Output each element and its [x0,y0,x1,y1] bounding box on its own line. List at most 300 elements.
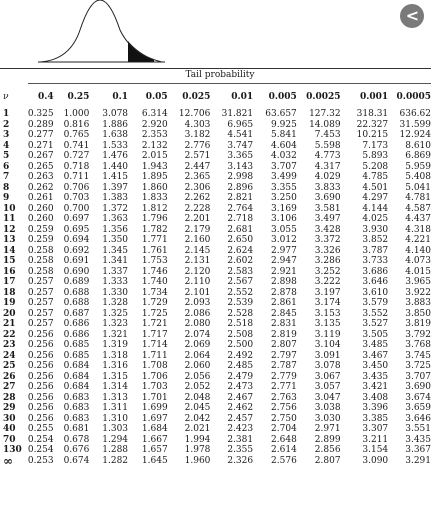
value-cell: 0.263 [27,172,54,182]
value-cell: 1.708 [141,361,168,371]
value-cell: 5.041 [405,182,431,193]
value-cell: 4.587 [405,203,431,214]
value-cell: 0.257 [27,277,54,287]
value-cell: 0.676 [63,445,90,455]
value-cell: 3.435 [362,371,389,382]
table-row [0,288,431,299]
value-cell: 3.252 [314,266,341,277]
value-cell: 0.683 [63,403,90,413]
value-cell: 0.685 [63,350,90,361]
column-header: 0.025 [182,92,211,102]
value-cell: 0.256 [27,340,54,350]
value-cell: 4.140 [405,245,431,256]
value-cell: 1.321 [102,329,129,340]
value-cell: 2.365 [184,172,211,182]
value-cell: 2.508 [227,329,254,340]
value-cell: 0.256 [27,329,54,340]
column-header: 0.0005 [396,92,431,102]
value-cell: 0.256 [27,350,54,361]
value-cell: 1.533 [102,140,129,151]
df-cell: 130 [3,445,22,455]
value-cell: 6.314 [141,109,168,119]
value-cell: 2.571 [184,151,211,161]
value-cell: 2.648 [271,434,297,445]
value-cell: 0.258 [27,245,54,256]
table-row [0,151,431,162]
value-cell: 1.703 [141,382,168,392]
value-cell: 1.313 [102,392,129,403]
value-cell: 2.576 [271,455,297,466]
value-cell: 3.497 [314,214,341,224]
value-cell: 2.518 [227,319,254,329]
value-cell: 0.257 [27,298,54,308]
value-cell: 1.746 [141,266,168,277]
value-cell: 0.727 [63,151,90,161]
df-cell: 10 [3,203,16,214]
value-cell: 2.856 [314,445,341,455]
value-cell: 0.257 [27,287,54,298]
value-cell: 1.895 [141,172,168,182]
value-cell: 1.860 [141,182,168,193]
value-cell: 2.998 [227,172,254,182]
value-cell: 3.965 [405,277,431,287]
value-cell: 0.741 [63,140,90,151]
value-cell: 3.057 [314,382,341,392]
value-cell: 2.787 [271,361,297,371]
value-cell: 0.697 [63,214,90,224]
value-cell: 1.886 [102,119,129,130]
value-cell: 1.761 [141,245,168,256]
value-cell: 2.355 [227,445,254,455]
value-cell: 3.792 [405,329,431,340]
value-cell: 1.282 [102,455,129,466]
df-cell: 18 [3,287,16,298]
df-cell: 27 [3,382,16,392]
table-row [0,246,431,257]
value-cell: 4.073 [405,256,431,266]
value-cell: 2.763 [271,392,297,403]
df-cell: 29 [3,403,16,413]
value-cell: 1.697 [141,413,168,424]
value-cell: 1.782 [141,224,168,235]
value-cell: 3.527 [362,319,389,329]
value-cell: 2.614 [271,445,297,455]
value-cell: 3.154 [362,445,389,455]
value-cell: 3.707 [405,371,431,382]
value-cell: 3.182 [184,130,211,140]
value-cell: 0.706 [63,182,90,193]
value-cell: 2.624 [227,245,254,256]
value-cell: 3.135 [314,319,341,329]
value-cell: 0.695 [63,224,90,235]
value-cell: 2.201 [184,214,211,224]
value-cell: 3.581 [314,203,341,214]
value-cell: 3.747 [227,140,254,151]
value-cell: 6.869 [405,151,431,161]
value-cell: 63.657 [265,109,297,119]
value-cell: 2.132 [141,140,168,151]
value-cell: 0.683 [63,392,90,403]
value-cell: 1.315 [102,371,129,382]
value-cell: 0.256 [27,403,54,413]
value-cell: 3.745 [405,350,431,361]
df-cell: 13 [3,235,16,245]
table-row [0,382,431,393]
df-cell: 22 [3,329,16,340]
value-cell: 3.467 [362,350,389,361]
value-cell: 3.646 [362,277,389,287]
value-cell: 2.681 [227,224,254,235]
value-cell: 3.078 [102,109,129,119]
value-cell: 0.255 [27,424,54,434]
value-cell: 3.690 [405,382,431,392]
value-cell: 3.930 [362,224,389,235]
value-cell: 1.363 [102,214,129,224]
value-cell: 3.078 [314,361,341,371]
df-column-header: ν [3,92,9,102]
table-row [0,162,431,173]
value-cell: 1.000 [63,109,90,119]
table-row [0,424,431,435]
value-cell: 12.706 [178,109,211,119]
value-cell: 1.657 [141,445,168,455]
value-cell: 5.598 [314,140,341,151]
value-cell: 1.314 [102,382,129,392]
value-cell: 2.120 [184,266,211,277]
value-cell: 3.174 [314,298,341,308]
value-cell: 1.725 [141,308,168,319]
value-cell: 2.060 [184,361,211,371]
df-cell: 70 [3,434,16,445]
table-row [0,403,431,414]
value-cell: 2.807 [271,340,297,350]
value-cell: 1.310 [102,413,129,424]
value-cell: 1.397 [102,182,129,193]
df-cell: 17 [3,277,16,287]
value-cell: 0.259 [27,235,54,245]
value-cell: 1.638 [102,130,129,140]
value-cell: 0.256 [27,392,54,403]
value-cell: 4.541 [227,130,254,140]
value-cell: 0.325 [27,109,54,119]
value-cell: 1.796 [141,214,168,224]
column-header: 0.4 [37,92,54,102]
value-cell: 2.045 [184,403,211,413]
value-cell: 3.367 [405,445,431,455]
value-cell: 3.012 [271,235,297,245]
value-cell: 1.978 [184,445,211,455]
value-cell: 0.260 [27,214,54,224]
table-row [0,298,431,309]
value-cell: 3.421 [362,382,389,392]
value-cell: 7.173 [362,140,389,151]
value-cell: 22.327 [356,119,389,130]
df-cell: 4 [3,140,10,151]
value-cell: 1.328 [102,298,129,308]
value-cell: 3.707 [271,161,297,172]
value-cell: 0.257 [27,319,54,329]
value-cell: 3.091 [314,350,341,361]
value-cell: 4.144 [362,203,389,214]
table-row [0,351,431,362]
value-cell: 0.256 [27,413,54,424]
value-cell: 1.706 [141,371,168,382]
df-cell: 5 [3,151,10,161]
value-cell: 3.674 [405,392,431,403]
value-cell: 1.440 [102,161,129,172]
value-cell: 1.330 [102,287,129,298]
value-cell: 3.922 [405,287,431,298]
value-cell: 3.485 [362,340,389,350]
value-cell: 0.683 [63,413,90,424]
value-cell: 3.291 [405,455,431,466]
df-cell: 2 [3,119,10,130]
value-cell: 0.692 [63,245,90,256]
table-row [0,204,431,215]
table-row [0,456,431,467]
value-cell: 1.476 [102,151,129,161]
value-cell: 3.819 [405,319,431,329]
value-cell: 0.258 [27,256,54,266]
value-cell: 2.042 [184,413,211,424]
value-cell: 2.528 [227,308,254,319]
value-cell: 3.659 [405,403,431,413]
df-cell: 24 [3,350,16,361]
value-cell: 1.717 [141,329,168,340]
df-cell: 8 [3,182,10,193]
value-cell: 3.733 [362,256,389,266]
value-cell: 0.259 [27,224,54,235]
table-top-rule [0,68,431,69]
value-cell: 0.256 [27,382,54,392]
df-cell: 21 [3,319,16,329]
value-cell: 0.254 [27,445,54,455]
value-cell: 2.064 [184,350,211,361]
value-cell: 2.552 [227,287,254,298]
table-row [0,214,431,225]
table-row [0,256,431,267]
value-cell: 3.038 [314,403,341,413]
table-row [0,277,431,288]
value-cell: 1.350 [102,235,129,245]
value-cell: 0.688 [63,298,90,308]
value-cell: 12.924 [399,130,431,140]
value-cell: 127.32 [309,109,341,119]
value-cell: 0.277 [27,130,54,140]
value-cell: 2.021 [184,424,211,434]
df-cell: 14 [3,245,16,256]
value-cell: 1.812 [141,203,168,214]
value-cell: 2.131 [184,256,211,266]
table-row [0,141,431,152]
value-cell: 4.317 [314,161,341,172]
value-cell: 0.261 [27,193,54,203]
value-cell: 2.326 [227,455,254,466]
table-row [0,225,431,236]
value-cell: 2.764 [227,203,254,214]
value-cell: 1.415 [102,172,129,182]
value-cell: 5.208 [362,161,389,172]
value-cell: 2.539 [227,298,254,308]
value-cell: 1.372 [102,203,129,214]
table-row [0,130,431,141]
value-cell: 2.145 [184,245,211,256]
value-cell: 2.353 [141,130,168,140]
value-cell: 0.681 [63,424,90,434]
value-cell: 1.684 [141,424,168,434]
value-cell: 2.423 [227,424,254,434]
value-cell: 3.852 [362,235,389,245]
value-cell: 0.256 [27,361,54,371]
value-cell: 1.303 [102,424,129,434]
value-cell: 1.667 [141,434,168,445]
value-cell: 3.686 [362,266,389,277]
value-cell: 3.850 [405,308,431,319]
df-cell: 20 [3,308,16,319]
value-cell: 2.457 [227,413,254,424]
df-cell: 23 [3,340,16,350]
value-cell: 0.689 [63,277,90,287]
value-cell: 0.690 [63,266,90,277]
value-cell: 0.684 [63,371,90,382]
table-row [0,445,431,456]
value-cell: 2.080 [184,319,211,329]
value-cell: 2.807 [314,455,341,466]
value-cell: 4.221 [405,235,431,245]
value-cell: 2.899 [314,434,341,445]
value-cell: 2.381 [227,434,254,445]
value-cell: 1.316 [102,361,129,371]
value-cell: 0.289 [27,119,54,130]
value-cell: 10.215 [356,130,389,140]
value-cell: 3.326 [314,245,341,256]
value-cell: 3.090 [362,455,389,466]
column-header: 0.25 [67,92,90,102]
value-cell: 9.925 [271,119,297,130]
value-cell: 2.306 [184,182,211,193]
table-row [0,414,431,425]
value-cell: 0.694 [63,235,90,245]
value-cell: 4.015 [405,266,431,277]
value-cell: 3.143 [227,161,254,172]
df-cell: 9 [3,193,10,203]
value-cell: 1.960 [184,455,211,466]
value-cell: 1.711 [141,350,168,361]
value-cell: 2.567 [227,277,254,287]
value-cell: 0.718 [63,161,90,172]
tail-probability-label: Tail probability [185,70,255,80]
value-cell: 2.262 [184,193,211,203]
value-cell: 3.307 [362,424,389,434]
share-icon[interactable]: < [400,4,424,28]
table-row [0,435,431,446]
value-cell: 4.604 [271,140,297,151]
column-header: 0.005 [268,92,297,102]
df-cell: 40 [3,424,16,434]
density-curve-line [40,0,162,62]
table-row [0,372,431,383]
value-cell: 5.959 [405,161,431,172]
df-cell: 16 [3,266,16,277]
value-cell: 2.878 [271,287,297,298]
value-cell: 5.841 [271,130,297,140]
value-cell: 3.408 [362,392,389,403]
value-cell: 3.250 [271,193,297,203]
table-row [0,235,431,246]
table-row [0,393,431,404]
value-cell: 3.883 [405,298,431,308]
value-cell: 0.253 [27,455,54,466]
value-cell: 2.602 [227,256,254,266]
value-cell: 0.691 [63,256,90,266]
value-cell: 2.492 [227,350,254,361]
value-cell: 2.861 [271,298,297,308]
df-cell: ∞ [3,453,13,468]
value-cell: 3.030 [314,413,341,424]
value-cell: 2.845 [271,308,297,319]
value-cell: 0.688 [63,287,90,298]
value-cell: 3.579 [362,298,389,308]
df-cell: 28 [3,392,16,403]
value-cell: 1.645 [141,455,168,466]
value-cell: 2.485 [227,361,254,371]
value-cell: 0.685 [63,340,90,350]
column-header-row [0,88,431,106]
value-cell: 636.62 [399,109,431,119]
value-cell: 8.610 [405,140,431,151]
value-cell: 0.686 [63,319,90,329]
value-cell: 2.704 [271,424,297,434]
value-cell: 0.684 [63,382,90,392]
value-cell: 2.179 [184,224,211,235]
value-cell: 1.345 [102,245,129,256]
value-cell: 3.552 [362,308,389,319]
value-cell: 1.734 [141,287,168,298]
value-cell: 3.286 [314,256,341,266]
column-header: 0.05 [145,92,168,102]
value-cell: 0.267 [27,151,54,161]
table-row [0,330,431,341]
value-cell: 1.333 [102,277,129,287]
value-cell: 2.797 [271,350,297,361]
value-cell: 3.104 [314,340,341,350]
value-cell: 1.740 [141,277,168,287]
value-cell: 3.197 [314,287,341,298]
df-cell: 30 [3,413,16,424]
t-critical-values-table [0,88,431,466]
value-cell: 2.069 [184,340,211,350]
t-distribution-curve [0,0,431,68]
shaded-tail-region [128,41,154,62]
value-cell: 4.297 [362,193,389,203]
value-cell: 0.711 [63,172,90,182]
df-cell: 12 [3,224,16,235]
df-cell: 25 [3,361,16,371]
value-cell: 0.262 [27,182,54,193]
value-cell: 0.258 [27,266,54,277]
value-cell: 3.047 [314,392,341,403]
value-cell: 2.779 [271,371,297,382]
value-cell: 1.701 [141,392,168,403]
value-cell: 3.211 [362,434,389,445]
value-cell: 0.678 [63,434,90,445]
column-header: 0.001 [359,92,389,102]
value-cell: 3.106 [271,214,297,224]
table-row [0,106,431,120]
value-cell: 3.169 [271,203,297,214]
value-cell: 3.725 [405,361,431,371]
value-cell: 3.551 [405,424,431,434]
